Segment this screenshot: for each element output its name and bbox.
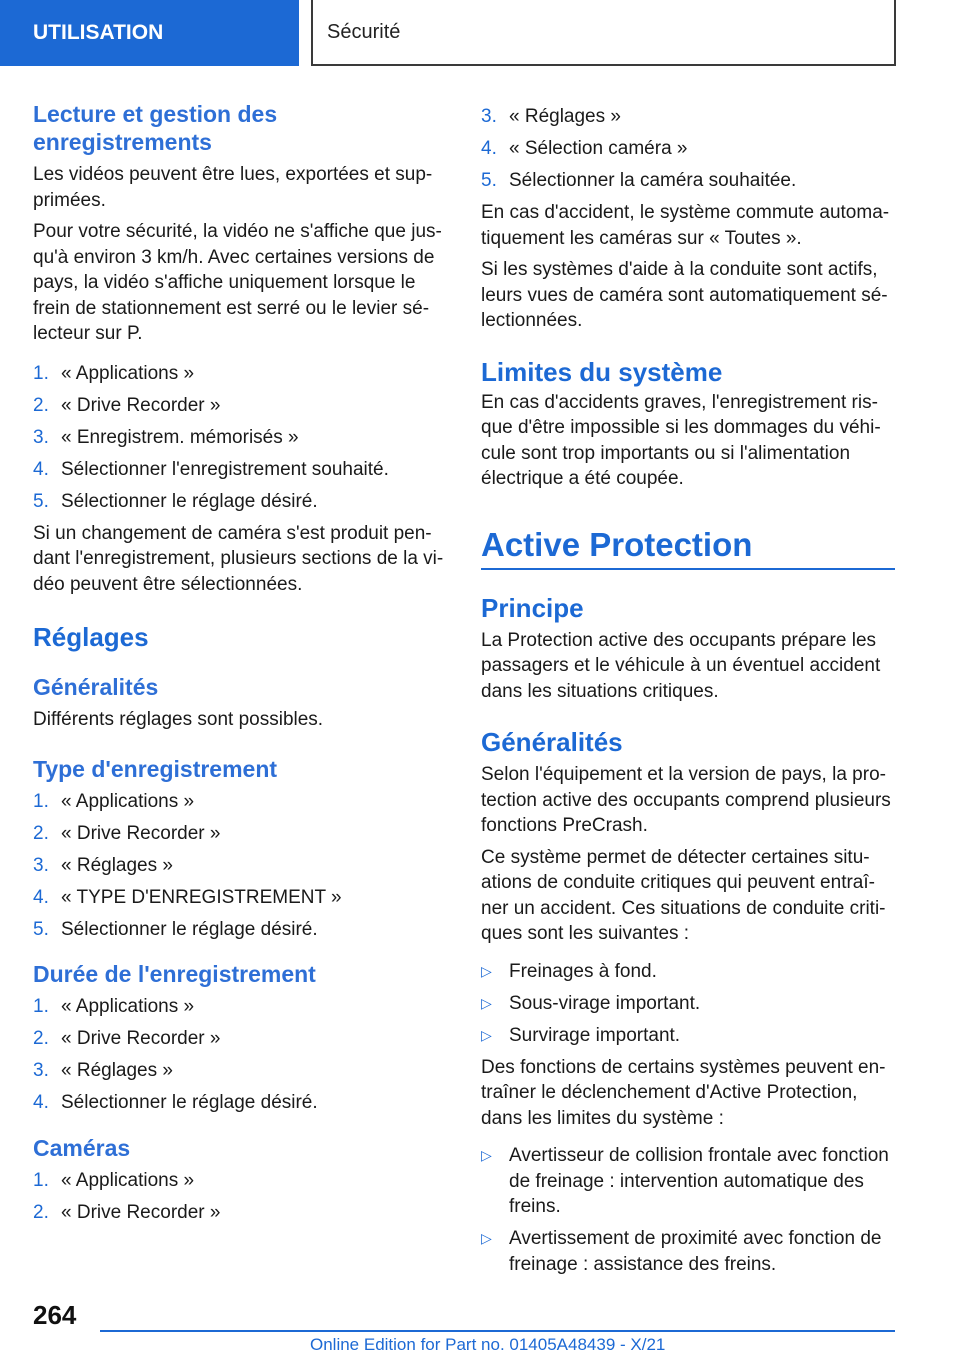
bullet-list	[481, 1143, 895, 1277]
paragraph: Ce système permet de détecter certaines situ-ations de conduite critiques qui peuvent entraî-ner un accident. Ces situations de conduite criti-ques sont les suivantes :	[481, 846, 886, 944]
paragraph: Pour votre sécurité, la vidéo ne s'affiche que jus-qu'à environ 3 km/h. Avec certaines versions de pays, la vidéo s'affiche uniquement lorsque le frein de stationnement est serré ou le levier sé-lecteur sur P.	[33, 221, 442, 344]
section-header	[311, 0, 896, 66]
heading-lecture: Lecture et gestion des enregistrements	[33, 101, 278, 155]
heading-active-protection: Active Protection	[481, 525, 753, 563]
heading-duree: Durée de l'enregistrement	[33, 961, 316, 987]
list-item: 4. Sélectionner le réglage désiré.	[33, 1092, 318, 1113]
list-item: 1. « Applications »	[33, 1169, 195, 1191]
list-item: 5. Sélectionner le réglage désiré.	[33, 490, 318, 512]
triangle-bullet-icon: ▷	[481, 962, 492, 979]
paragraph: En cas d'accidents graves, l'enregistrement ris-que d'être impossible si les dommages du véhi-cule sont trop importants ou si l'alimentation électrique a été coupée.	[481, 391, 881, 489]
steps-list	[33, 994, 445, 1116]
heading-reglages: Réglages	[33, 622, 149, 652]
page-number: 264	[33, 1300, 77, 1330]
heading-generalites: Généralités	[33, 674, 159, 700]
edition-text: Online Edition for Part no. 01405A48439 - X/21	[310, 1335, 666, 1354]
list-item: 1. « Applications »	[33, 996, 195, 1017]
list-item: 4. Sélectionner l'enregistrement souhaité.	[33, 458, 389, 480]
list-item: ▷ Freinages à fond.	[481, 959, 895, 985]
triangle-bullet-icon: ▷	[481, 1147, 492, 1163]
chapter-tab	[0, 0, 299, 66]
list-item: 2. « Drive Recorder »	[33, 822, 221, 844]
section-label: Sécurité	[327, 20, 401, 43]
steps-list	[33, 361, 445, 515]
list-item: 1. « Applications »	[33, 362, 195, 384]
paragraph: Si les systèmes d'aide à la conduite sont actifs, leurs vues de caméra sont automatiquement sé-lectionnées.	[481, 259, 888, 331]
list-item: 5. Sélectionner la caméra souhaitée.	[481, 170, 797, 191]
list-item: 1. « Applications »	[33, 790, 195, 812]
chapter-label: UTILISATION	[33, 21, 164, 44]
list-item: 2. « Drive Recorder »	[33, 394, 221, 416]
triangle-bullet-icon: ▷	[481, 994, 492, 1011]
list-item: 2. « Drive Recorder »	[33, 1028, 221, 1049]
heading-limites: Limites du système	[481, 356, 723, 387]
heading-type: Type d'enregistrement	[33, 755, 278, 782]
triangle-bullet-icon: ▷	[481, 1230, 492, 1246]
heading-cameras: Caméras	[33, 1134, 131, 1161]
heading-generalites-ap: Généralités	[481, 727, 623, 757]
paragraph: En cas d'accident, le système commute automa-tiquement les caméras sur « Toutes ».	[481, 202, 890, 249]
list-item: ▷ Avertissement de proximité avec fonction de freinage : assistance des freins.	[481, 1226, 895, 1277]
list-item: ▷ Sous-virage important.	[481, 991, 895, 1017]
list-item: 4. « TYPE D'ENREGISTREMENT »	[33, 886, 342, 908]
list-item: 3. « Réglages »	[33, 1060, 173, 1081]
steps-list	[481, 104, 895, 194]
list-item: ▷ Avertisseur de collision frontale avec fonction de freinage : intervention automatique des freins.	[481, 1143, 895, 1220]
paragraph: Selon l'équipement et la version de pays, la pro-tection active des occupants comprend plusieurs fonctions PreCrash.	[481, 764, 891, 836]
paragraph: Si un changement de caméra s'est produit pen-dant l'enregistrement, plusieurs sections de la vi-déo peuvent être sélectionnées.	[33, 522, 444, 595]
list-item: ▷ Survirage important.	[481, 1023, 895, 1049]
steps-list	[33, 789, 445, 943]
list-item: 2. « Drive Recorder »	[33, 1201, 221, 1223]
left-column	[33, 100, 445, 1232]
heading-principe: Principe	[481, 592, 584, 623]
paragraph: Les vidéos peuvent être lues, exportées et sup-primées.	[33, 164, 433, 211]
footer-rule	[100, 1330, 895, 1332]
list-item: 3. « Réglages »	[33, 854, 173, 876]
paragraph: Des fonctions de certains systèmes peuvent en-traîner le déclenchement d'Active Protection, dans les limites du système :	[481, 1056, 886, 1129]
list-item: 4. « Sélection caméra »	[481, 138, 688, 159]
right-column	[481, 104, 895, 1284]
list-item: 3. « Enregistrem. mémorisés »	[33, 426, 299, 448]
heading-rule	[481, 568, 895, 570]
triangle-bullet-icon: ▷	[481, 1026, 492, 1043]
bullet-list	[481, 959, 895, 1049]
list-item: 5. Sélectionner le réglage désiré.	[33, 918, 318, 940]
paragraph: La Protection active des occupants prépare les passagers et le véhicule à un éventuel accident dans les situations critiques.	[481, 629, 881, 702]
paragraph: Différents réglages sont possibles.	[33, 709, 324, 730]
steps-list	[33, 1168, 445, 1226]
list-item: 3. « Réglages »	[481, 106, 621, 127]
